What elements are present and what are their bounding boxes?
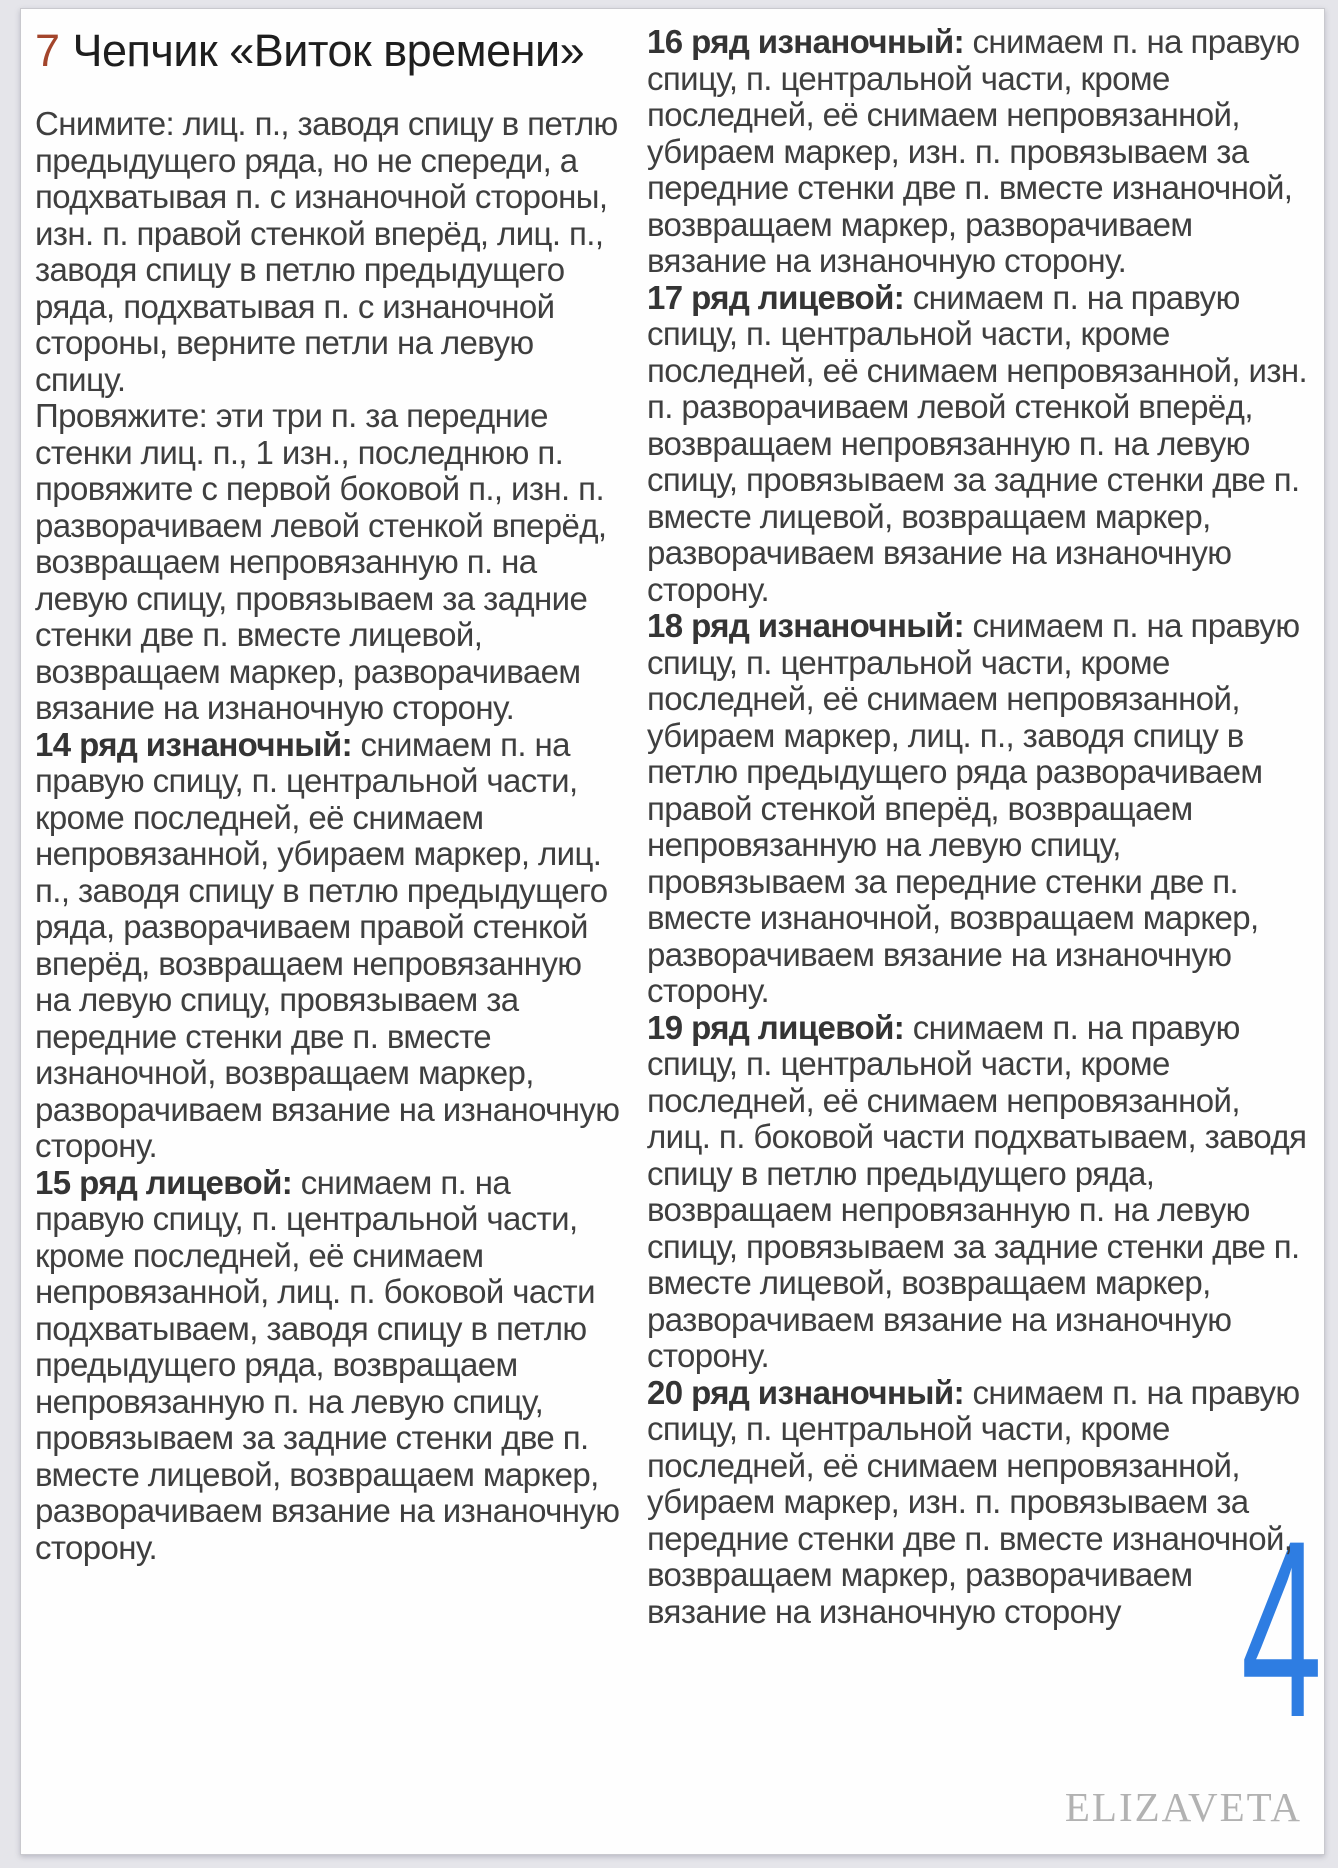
paragraph-text: снимаем п. на правую спицу, п. центральной части, кроме последней, её снимаем непровязанной, лиц. п. боковой части подхватываем, заводя спицу в петлю предыдущего ряда, возвращаем непровязанную п. на левую спицу, провязываем за задние стенки две п. вместе лицевой, возвращаем маркер, разворачиваем вязание на изнаночную сторону.	[647, 1008, 1307, 1374]
row-heading: 14 ряд изнаночный:	[35, 725, 352, 763]
page-number: 7	[35, 25, 60, 76]
instruction-paragraph	[35, 727, 621, 1165]
paragraph-text: снимаем п. на правую спицу, п. центральной части, кроме последней, её снимаем непровязанной, убираем маркер, лиц. п., заводя спицу в петлю предыдущего ряда, разворачиваем правой стенкой вперёд, возвращаем непровязанную на левую спицу, провязываем за передние стенки две п. вместе изнаночной, возвращаем маркер, разворачиваем вязание на изнаночную сторону.	[35, 725, 620, 1164]
paragraph-text: снимаем п. на правую спицу, п. центральной части, кроме последней, её снимаем непровязанной, убираем маркер, изн. п. провязываем за передние стенки две п. вместе изнаночной, возвращаем маркер, разворачиваем вязание на изнаночную сторону	[647, 1373, 1300, 1630]
paragraph-text: снимаем п. на правую спицу, п. центральной части, кроме последней, её снимаем непровязанной, убираем маркер, лиц. п., заводя спицу в петлю предыдущего ряда разворачиваем правой стенкой вперёд, возвращаем непровязанную на левую спицу, провязываем за передние стенки две п. вместе изнаночной, возвращаем маркер, разворачиваем вязание на изнаночную сторону.	[647, 607, 1300, 1009]
right-column	[647, 24, 1310, 1836]
instruction-paragraph	[35, 106, 621, 398]
paragraph-text: снимаем п. на правую спицу, п. центральной части, кроме последней, её снимаем непровязанной, изн. п. разворачиваем левой стенкой вперёд, возвращаем непровязанную п. на левую спицу, провязываем за задние стенки две п. вместе лицевой, возвращаем маркер, разворачиваем вязание на изнаночную сторону.	[647, 278, 1308, 608]
text-columns	[35, 24, 1310, 1836]
left-column	[35, 24, 621, 1836]
paragraph-text: Снимите: лиц. п., заводя спицу в петлю предыдущего ряда, но не спереди, а подхватывая п. с изнаночной стороны, изн. п. правой стенкой вперёд, лиц. п., заводя спицу в петлю предыдущего ряда, подхватывая п. с изнаночной стороны, верните петли на левую спицу.	[35, 105, 618, 398]
instruction-paragraph	[35, 1165, 621, 1567]
row-heading: 15 ряд лицевой:	[35, 1163, 293, 1201]
instruction-paragraph	[647, 1375, 1310, 1631]
instruction-paragraph	[647, 280, 1310, 609]
instruction-paragraph	[35, 398, 621, 727]
instruction-paragraph	[647, 24, 1310, 280]
page-title-text: Чепчик «Виток времени»	[72, 25, 585, 76]
document-page	[20, 8, 1325, 1855]
row-heading: 16 ряд изнаночный:	[647, 23, 964, 60]
chapter-number: 4	[1240, 1489, 1322, 1770]
instruction-paragraph	[647, 1010, 1310, 1375]
paragraph-text: снимаем п. на правую спицу, п. центральной части, кроме последней, её снимаем непровязанной, лиц. п. боковой части подхватываем, заводя спицу в петлю предыдущего ряда, возвращаем непровязанную п. на левую спицу, провязываем за задние стенки две п. вместе лицевой, возвращаем маркер, разворачиваем вязание на изнаночную сторону.	[35, 1163, 620, 1566]
row-heading: 19 ряд лицевой:	[647, 1008, 905, 1046]
row-heading: 18 ряд изнаночный:	[647, 607, 964, 644]
paragraph-text: Провяжите: эти три п. за передние стенки лиц. п., 1 изн., последнюю п. провяжите с первой боковой п., изн. п. разворачиваем левой стенкой вперёд, возвращаем непровязанную п. на левую спицу, провязываем за задние стенки две п. вместе лицевой, возвращаем маркер, разворачиваем вязание на изнаночную сторону.	[35, 397, 607, 726]
row-heading: 17 ряд лицевой:	[647, 278, 905, 316]
row-heading: 20 ряд изнаночный:	[647, 1373, 964, 1411]
page-title	[35, 24, 621, 78]
watermark-text: ELIZAVETA	[1064, 1784, 1302, 1830]
instruction-paragraph	[647, 608, 1310, 1010]
paragraph-text: снимаем п. на правую спицу, п. центральной части, кроме последней, её снимаем непровязанной, убираем маркер, изн. п. провязываем за передние стенки две п. вместе изнаночной, возвращаем маркер, разворачиваем вязание на изнаночную сторону.	[647, 23, 1300, 279]
